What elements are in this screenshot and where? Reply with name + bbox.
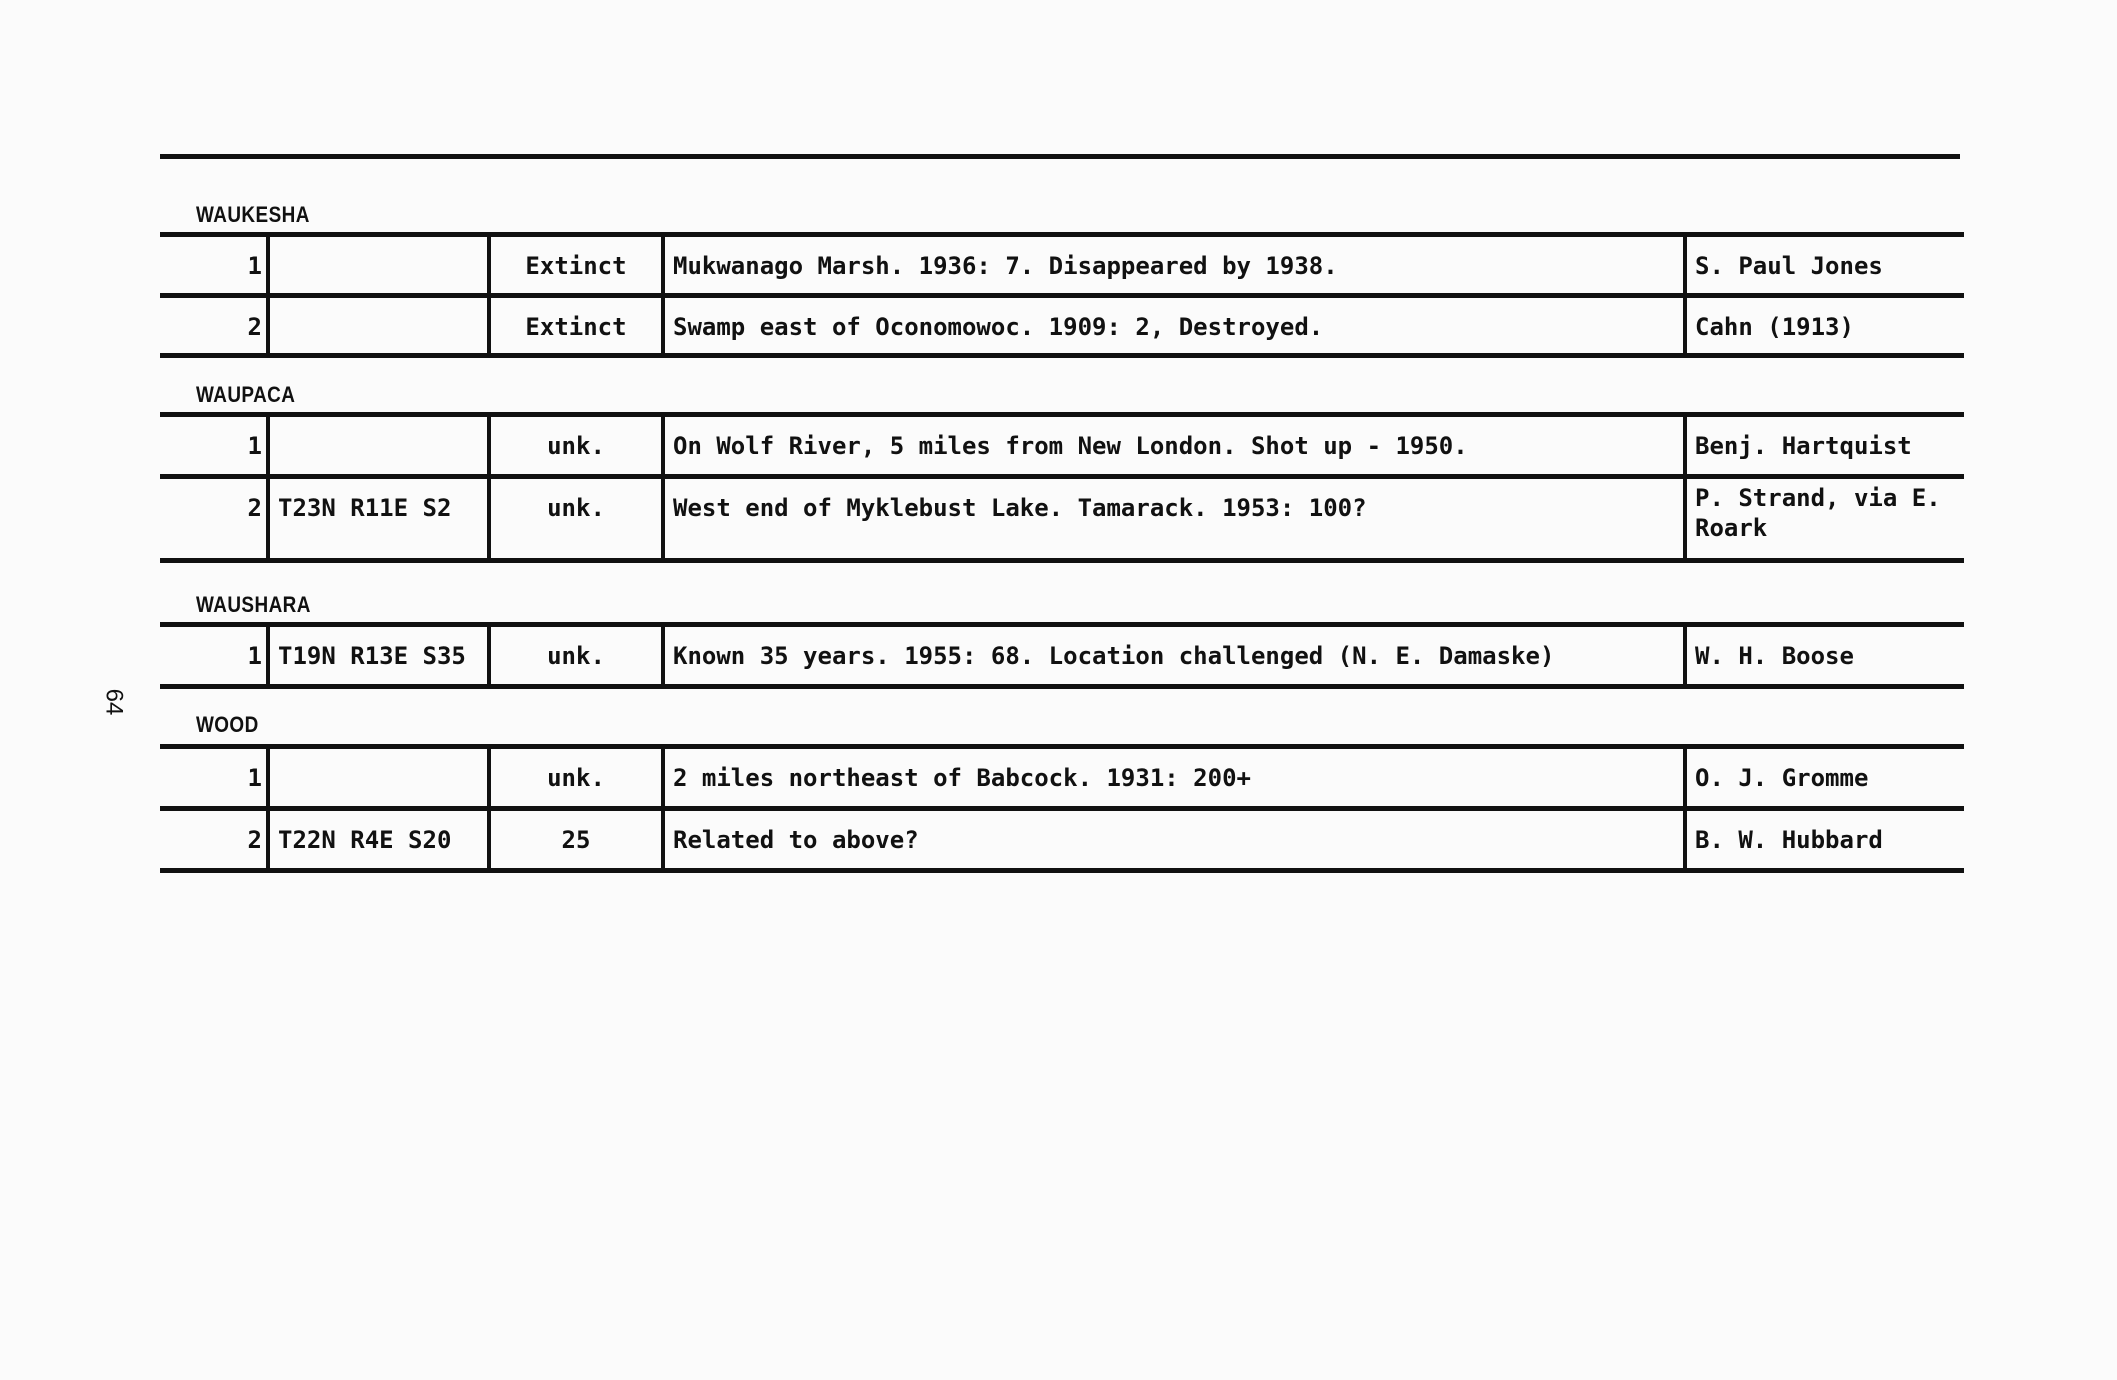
- description-cell: West end of Myklebust Lake. Tamarack. 1953: 100?: [663, 477, 1685, 561]
- table-row: [160, 747, 1964, 809]
- wood-table: [160, 744, 1964, 873]
- waupaca-table: [160, 412, 1964, 563]
- table-row: [160, 809, 1964, 871]
- table-row: [160, 296, 1964, 356]
- location-cell: T19N R13E S35: [268, 625, 489, 687]
- status-cell: unk.: [489, 747, 663, 809]
- table-row: [160, 477, 1964, 561]
- row-number: 1: [160, 415, 268, 477]
- location-cell: T23N R11E S2: [268, 477, 489, 561]
- location-cell: [268, 235, 489, 296]
- description-cell: Related to above?: [663, 809, 1685, 871]
- status-cell: 25: [489, 809, 663, 871]
- observer-cell: Cahn (1913): [1685, 296, 1964, 356]
- table-row: [160, 625, 1964, 687]
- status-cell: unk.: [489, 477, 663, 561]
- county-heading-waushara: WAUSHARA: [196, 592, 311, 617]
- table-row: [160, 235, 1964, 296]
- description-cell: On Wolf River, 5 miles from New London. Shot up - 1950.: [663, 415, 1685, 477]
- waukesha-table: [160, 232, 1964, 358]
- county-heading-wood: WOOD: [196, 712, 259, 737]
- location-cell: [268, 747, 489, 809]
- row-number: 2: [247, 826, 262, 854]
- row-number: 1: [160, 235, 268, 296]
- observer-cell: Benj. Hartquist: [1685, 415, 1964, 477]
- status-cell: Extinct: [489, 296, 663, 356]
- description-cell: Mukwanago Marsh. 1936: 7. Disappeared by 1938.: [663, 235, 1685, 296]
- status-cell: unk.: [489, 415, 663, 477]
- description-cell: Swamp east of Oconomowoc. 1909: 2, Destroyed.: [663, 296, 1685, 356]
- status-cell: Extinct: [489, 235, 663, 296]
- county-heading-waukesha: WAUKESHA: [196, 202, 310, 227]
- status-cell: unk.: [489, 625, 663, 687]
- location-cell: T22N R4E S20: [268, 809, 489, 871]
- observer-cell: P. Strand, via E. Roark: [1685, 477, 1964, 561]
- description-cell: 2 miles northeast of Babcock. 1931: 200+: [663, 747, 1685, 809]
- location-cell: [268, 415, 489, 477]
- row-number: 1: [247, 642, 262, 670]
- waushara-table: [160, 622, 1964, 689]
- observer-cell: B. W. Hubbard: [1685, 809, 1964, 871]
- location-cell: [268, 296, 489, 356]
- description-cell: Known 35 years. 1955: 68. Location challenged (N. E. Damaske): [663, 625, 1685, 687]
- observer-cell: O. J. Gromme: [1685, 747, 1964, 809]
- top-rule: [160, 154, 1960, 159]
- observer-cell: W. H. Boose: [1685, 625, 1964, 687]
- page-number: 64: [100, 688, 128, 716]
- table-row: [160, 415, 1964, 477]
- row-number: 2: [247, 494, 262, 522]
- row-number: 2: [247, 313, 262, 341]
- observer-cell: S. Paul Jones: [1685, 235, 1964, 296]
- row-number: 1: [160, 747, 268, 809]
- county-heading-waupaca: WAUPACA: [196, 382, 296, 407]
